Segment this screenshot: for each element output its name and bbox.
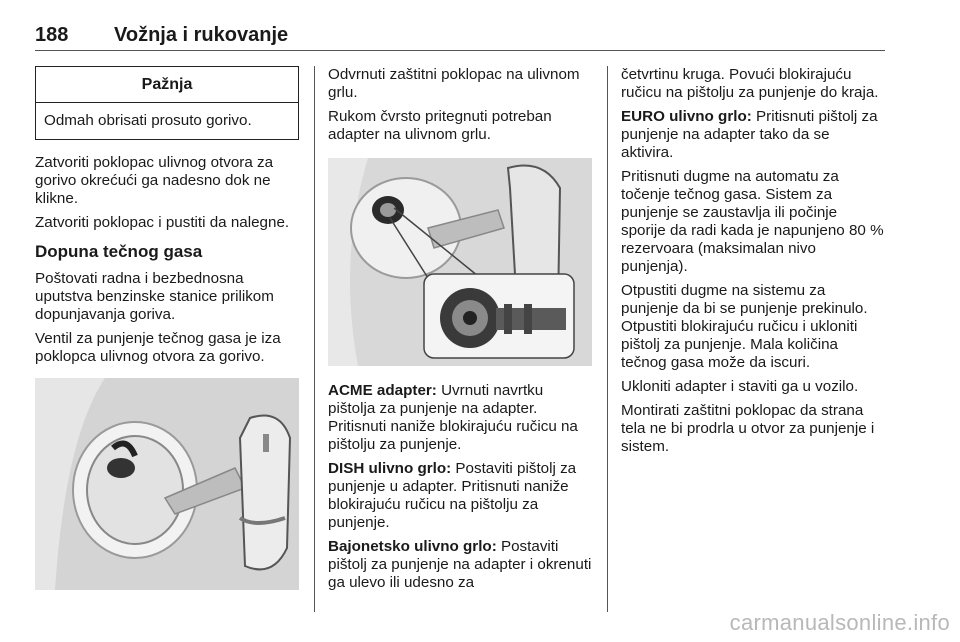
warning-box xyxy=(35,66,299,140)
paragraph-euro xyxy=(621,108,886,162)
page-header xyxy=(35,22,885,51)
dish-text: Postaviti pištolj za punjenje u adapter. Pritisnuti naniže blokirajuću ručicu na pištolju za punjenje. xyxy=(328,460,577,531)
paragraph: Ventil za punjenje tečnog gasa je iza poklopca ulivnog otvora za gorivo. xyxy=(35,330,281,365)
column-divider xyxy=(607,66,608,612)
acme-label: ACME adapter: xyxy=(328,382,437,399)
acme-text: Uvrnuti navrtku pištolja za punjenje na adapter. Pritisnuti naniže blokirajuću ručicu na pištolju za punjenje. xyxy=(328,382,578,453)
paragraph: Zatvoriti poklopac ulivnog otvora za gorivo okrećući ga nadesno dok ne klikne. xyxy=(35,154,274,207)
column-3 xyxy=(621,66,886,462)
paragraph: Odvrnuti zaštitni poklopac na ulivnom grlu. xyxy=(328,66,580,101)
paragraph: Otpustiti dugme na sistemu za punjenje da bi se punjenje prekinulo. Otpustiti blokirajuću ručicu i ukloniti pištolj za punjenje. Mala količina tečnog gasa može da iscuri. xyxy=(621,282,868,371)
paragraph: Rukom čvrsto pritegnuti potreban adapter na ulivnom grlu. xyxy=(328,108,552,143)
warning-text: Odmah obrisati prosuto gorivo. xyxy=(44,112,252,129)
paragraph: Ukloniti adapter i staviti ga u vozilo. xyxy=(621,378,859,395)
column-2 xyxy=(328,66,592,598)
bajonet-text: Postaviti pištolj za punjenje na adapter i okrenuti ga ulevo ili udesno za xyxy=(328,538,592,591)
bajonet-label: Bajonetsko ulivno grlo: xyxy=(328,538,497,555)
lpg-filler-neck-illustration xyxy=(328,158,592,366)
paragraph-acme xyxy=(328,382,592,454)
warning-title: Pažnja xyxy=(36,67,298,103)
euro-text: Pritisnuti pištolj za punjenje na adapter tako da se aktivira. xyxy=(621,108,878,161)
dish-label: DISH ulivno grlo: xyxy=(328,460,452,477)
column-divider xyxy=(314,66,315,612)
euro-label: EURO ulivno grlo: xyxy=(621,108,752,125)
paragraph: Montirati zaštitni poklopac da strana tela ne bi prodrla u otvor za punjenje i sistem. xyxy=(621,402,875,455)
paragraph: Zatvoriti poklopac i pustiti da nalegne. xyxy=(35,214,290,231)
paragraph: Pritisnuti dugme na automatu za točenje tečnog gasa. Sistem za punjenje se zaustavlja ili počinje sporije da radi kada je napunjeno 80 % rezervoara (maksimalan nivo punjenja). xyxy=(621,168,884,275)
paragraph-bajonet xyxy=(328,538,592,592)
fuel-filler-flap-illustration xyxy=(35,378,299,590)
watermark: carmanualsonline.info xyxy=(729,610,950,635)
page-title: Vožnja i rukovanje xyxy=(114,24,289,46)
section-heading: Dopuna tečnog gasa xyxy=(35,242,203,261)
column-1 xyxy=(35,66,299,590)
paragraph: Poštovati radna i bezbednosna uputstva benzinske stanice prilikom dopunjavanja goriva. xyxy=(35,270,274,323)
paragraph: četvrtinu kruga. Povući blokirajuću ručicu na pištolju za punjenje do kraja. xyxy=(621,66,879,101)
paragraph-dish xyxy=(328,460,592,532)
page-number: 188 xyxy=(35,24,69,46)
